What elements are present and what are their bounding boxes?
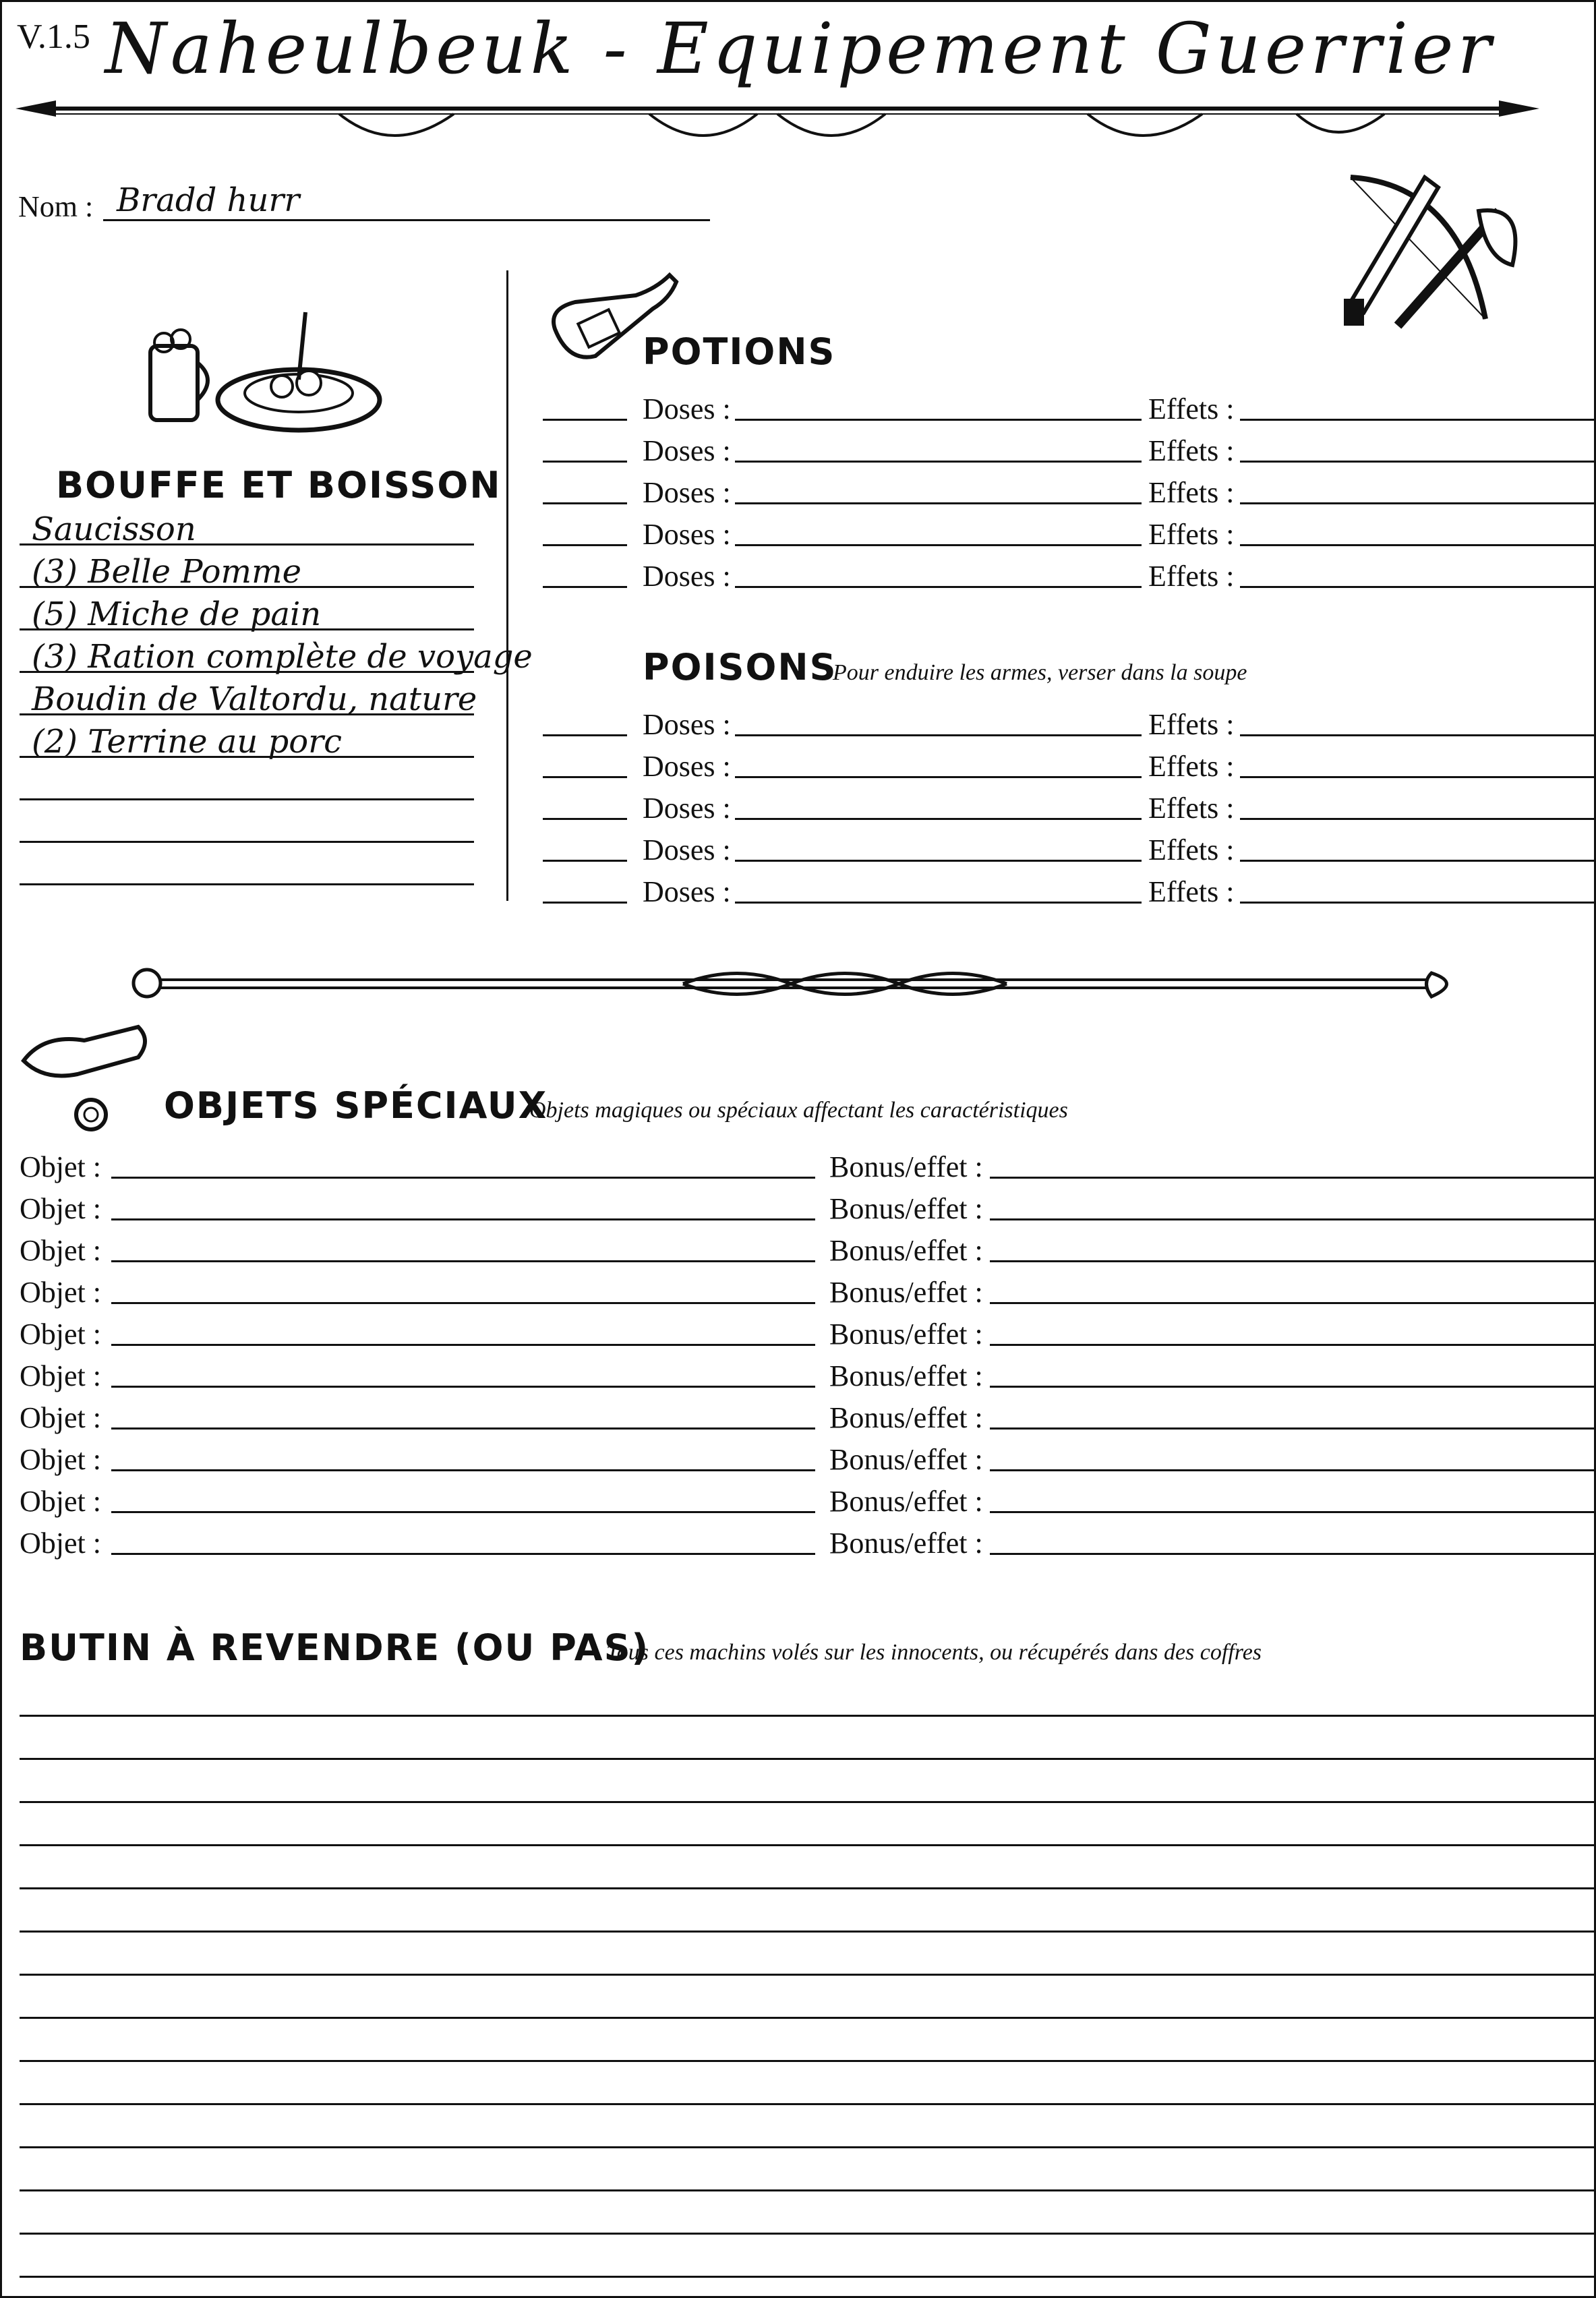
bonus-field[interactable]: [990, 1302, 1596, 1304]
doses-label: Doses :: [643, 434, 731, 467]
bonus-label: Bonus/effet :: [829, 1318, 983, 1351]
objet-label: Objet :: [20, 1443, 101, 1476]
bonus-field[interactable]: [990, 1260, 1596, 1262]
objet-field[interactable]: [111, 1553, 815, 1555]
food-item-line: [20, 883, 474, 885]
spear-divider-icon: [16, 83, 1539, 157]
loot-heading: BUTIN À REVENDRE (OU PAS): [20, 1626, 650, 1669]
objet-field[interactable]: [111, 1177, 815, 1179]
food-item-line: [20, 671, 474, 673]
doses-label: Doses :: [643, 792, 731, 825]
objet-label: Objet :: [20, 1359, 101, 1392]
doses-label: Doses :: [643, 833, 731, 866]
food-item-text: (5) Miche de pain: [32, 595, 322, 633]
food-item-line: [20, 628, 474, 630]
loot-line[interactable]: [20, 1931, 1596, 1933]
count-field[interactable]: [543, 586, 627, 588]
loot-line[interactable]: [20, 2146, 1596, 2148]
bonus-label: Bonus/effet :: [829, 1359, 983, 1392]
objet-field[interactable]: [111, 1260, 815, 1262]
food-item[interactable]: [22, 811, 474, 853]
effets-label: Effets :: [1148, 792, 1235, 825]
loot-line[interactable]: [20, 2060, 1596, 2062]
bonus-field[interactable]: [990, 1218, 1596, 1220]
objet-label: Objet :: [20, 1485, 101, 1518]
doses-label: Doses :: [643, 560, 731, 593]
food-item-line: [20, 841, 474, 843]
doses-label: Doses :: [643, 518, 731, 551]
bonus-field[interactable]: [990, 1386, 1596, 1388]
loot-line[interactable]: [20, 2189, 1596, 2191]
name-label: Nom :: [18, 190, 94, 223]
effets-field[interactable]: [1240, 586, 1596, 588]
count-field[interactable]: [543, 419, 627, 421]
effets-label: Effets :: [1148, 392, 1235, 425]
effets-label: Effets :: [1148, 560, 1235, 593]
bonus-label: Bonus/effet :: [829, 1276, 983, 1309]
effets-field[interactable]: [1240, 860, 1596, 862]
food-item-text: (2) Terrine au porc: [32, 723, 343, 761]
effets-label: Effets :: [1148, 518, 1235, 551]
effets-field[interactable]: [1240, 419, 1596, 421]
effets-field[interactable]: [1240, 902, 1596, 904]
column-divider: [506, 270, 508, 901]
doses-label: Doses :: [643, 875, 731, 908]
loot-line[interactable]: [20, 1974, 1596, 1976]
special-heading: OBJETS SPÉCIAUX: [164, 1084, 548, 1127]
staff-divider-icon: [130, 960, 1465, 1007]
food-item-text: Saucisson: [32, 510, 196, 548]
food-item-line: [20, 798, 474, 800]
doses-field[interactable]: [735, 734, 1142, 736]
bonus-label: Bonus/effet :: [829, 1192, 983, 1225]
food-item[interactable]: [22, 853, 474, 895]
food-item[interactable]: [22, 768, 474, 811]
doses-field[interactable]: [735, 544, 1142, 546]
special-subtitle: Objets magiques ou spéciaux affectant les caractéristiques: [529, 1098, 1068, 1123]
effets-field[interactable]: [1240, 502, 1596, 504]
objet-label: Objet :: [20, 1150, 101, 1183]
loot-line[interactable]: [20, 1844, 1596, 1846]
food-item-line: [20, 543, 474, 546]
bonus-field[interactable]: [990, 1553, 1596, 1555]
bonus-field[interactable]: [990, 1511, 1596, 1513]
objet-field[interactable]: [111, 1344, 815, 1346]
effets-label: Effets :: [1148, 434, 1235, 467]
objet-field[interactable]: [111, 1386, 815, 1388]
objet-field[interactable]: [111, 1511, 815, 1513]
poisons-heading: POISONS: [643, 646, 837, 688]
effets-field[interactable]: [1240, 461, 1596, 463]
objet-label: Objet :: [20, 1192, 101, 1225]
loot-line[interactable]: [20, 1758, 1596, 1760]
doses-label: Doses :: [643, 750, 731, 783]
bonus-label: Bonus/effet :: [829, 1401, 983, 1434]
food-item-text: (3) Ration complète de voyage: [32, 638, 533, 676]
bonus-field[interactable]: [990, 1469, 1596, 1471]
effets-label: Effets :: [1148, 476, 1235, 509]
name-value[interactable]: Bradd hurr: [117, 181, 300, 219]
bonus-label: Bonus/effet :: [829, 1150, 983, 1183]
loot-line[interactable]: [20, 2103, 1596, 2105]
potions-heading: POTIONS: [643, 330, 836, 373]
food-plate-icon: [137, 299, 380, 440]
count-field[interactable]: [543, 461, 627, 463]
doses-field[interactable]: [735, 860, 1142, 862]
doses-label: Doses :: [643, 708, 731, 741]
food-item[interactable]: [22, 510, 474, 556]
doses-field[interactable]: [735, 419, 1142, 421]
effets-field[interactable]: [1240, 776, 1596, 778]
doses-label: Doses :: [643, 476, 731, 509]
loot-line[interactable]: [20, 2017, 1596, 2019]
food-item[interactable]: [22, 723, 474, 768]
doses-field[interactable]: [735, 586, 1142, 588]
count-field[interactable]: [543, 544, 627, 546]
count-field[interactable]: [543, 902, 627, 904]
version-label: V.1.5: [17, 18, 90, 56]
count-field[interactable]: [543, 860, 627, 862]
count-field[interactable]: [543, 776, 627, 778]
effets-label: Effets :: [1148, 708, 1235, 741]
food-item[interactable]: [22, 553, 474, 598]
doses-label: Doses :: [643, 392, 731, 425]
doses-field[interactable]: [735, 818, 1142, 820]
objet-label: Objet :: [20, 1527, 101, 1560]
food-item-line: [20, 586, 474, 588]
food-item[interactable]: [22, 680, 477, 726]
doses-field[interactable]: [735, 461, 1142, 463]
effets-label: Effets :: [1148, 750, 1235, 783]
doses-field[interactable]: [735, 776, 1142, 778]
doses-field[interactable]: [735, 902, 1142, 904]
loot-line[interactable]: [20, 2233, 1596, 2235]
effets-label: Effets :: [1148, 875, 1235, 908]
effets-field[interactable]: [1240, 544, 1596, 546]
food-item-line: [20, 713, 474, 715]
doses-field[interactable]: [735, 502, 1142, 504]
count-field[interactable]: [543, 502, 627, 504]
count-field[interactable]: [543, 818, 627, 820]
bonus-label: Bonus/effet :: [829, 1443, 983, 1476]
objet-label: Objet :: [20, 1276, 101, 1309]
objet-field[interactable]: [111, 1427, 815, 1430]
name-underline: [103, 219, 710, 221]
food-item-text: (3) Belle Pomme: [32, 553, 301, 591]
objet-label: Objet :: [20, 1318, 101, 1351]
bonus-label: Bonus/effet :: [829, 1527, 983, 1560]
objet-label: Objet :: [20, 1401, 101, 1434]
loot-line[interactable]: [20, 1887, 1596, 1889]
loot-line[interactable]: [20, 1801, 1596, 1803]
effets-field[interactable]: [1240, 818, 1596, 820]
objet-field[interactable]: [111, 1469, 815, 1471]
loot-subtitle: Tous ces machins volés sur les innocents, ou récupérés dans des coffres: [606, 1640, 1262, 1665]
loot-line[interactable]: [20, 2276, 1596, 2278]
crossed-weapons-icon: [1324, 157, 1526, 339]
loot-line[interactable]: [20, 1715, 1596, 1717]
food-item-line: [20, 756, 474, 758]
bonus-label: Bonus/effet :: [829, 1234, 983, 1267]
food-item-text: Boudin de Valtordu, nature: [32, 680, 477, 718]
food-heading: BOUFFE ET BOISSON: [56, 464, 502, 506]
effets-label: Effets :: [1148, 833, 1235, 866]
bonus-label: Bonus/effet :: [829, 1485, 983, 1518]
bonus-field[interactable]: [990, 1427, 1596, 1430]
bonus-field[interactable]: [990, 1177, 1596, 1179]
poisons-subtitle: Pour enduire les armes, verser dans la soupe: [833, 660, 1247, 685]
bonus-field[interactable]: [990, 1344, 1596, 1346]
scroll-ring-icon: [17, 1020, 158, 1142]
effets-field[interactable]: [1240, 734, 1596, 736]
objet-label: Objet :: [20, 1234, 101, 1267]
objet-field[interactable]: [111, 1218, 815, 1220]
page-title: Naheulbeuk - Equipement Guerrier: [105, 7, 1496, 90]
food-item[interactable]: [22, 595, 474, 641]
objet-field[interactable]: [111, 1302, 815, 1304]
food-item[interactable]: [22, 638, 533, 683]
count-field[interactable]: [543, 734, 627, 736]
